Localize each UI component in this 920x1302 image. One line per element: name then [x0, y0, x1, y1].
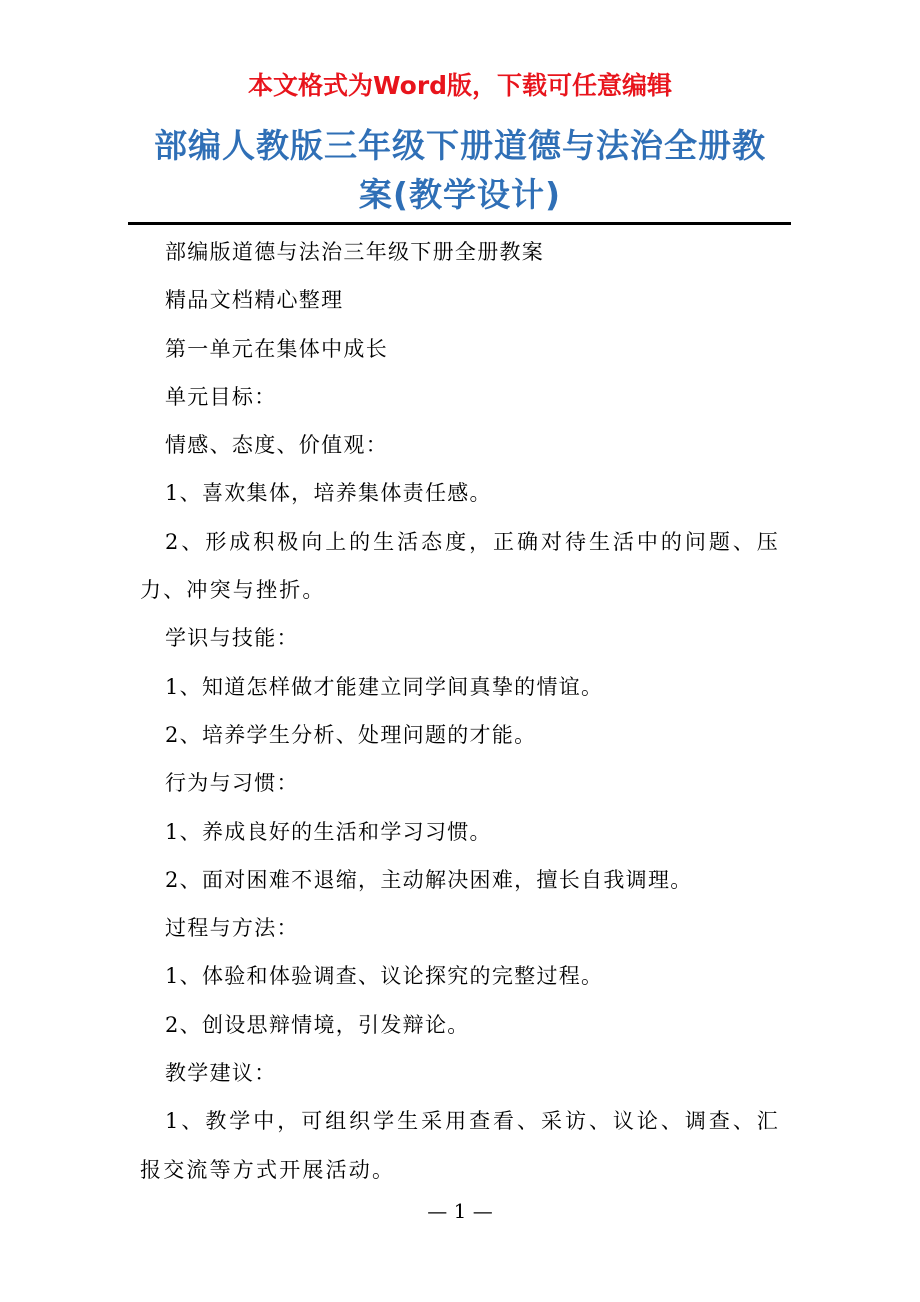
list-item: 2、面对困难不退缩，主动解决困难，擅长自我调理。: [165, 867, 693, 892]
paragraph: 行为与习惯：: [165, 771, 299, 796]
list-item: 2、形成积极向上的生活态度，正确对待生活中的问题、压力、冲突与挫折。: [140, 529, 780, 603]
list-item: 1、喜欢集体，培养集体责任感。: [165, 481, 492, 506]
document-body: [140, 228, 780, 1194]
list-item: 2、创设思辩情境，引发辩论。: [165, 1012, 470, 1037]
paragraph: 精品文档精心整理: [165, 288, 344, 313]
page-number: — 1 —: [427, 1199, 493, 1223]
paragraph: 情感、态度、价值观：: [165, 433, 388, 458]
title-divider: [128, 222, 791, 225]
paragraph: 部编版道德与法治三年级下册全册教案: [165, 240, 545, 264]
paragraph: 教学建议：: [165, 1061, 277, 1086]
paragraph: 学识与技能：: [165, 626, 299, 651]
list-item: 1、知道怎样做才能建立同学间真挚的情谊。: [165, 674, 604, 699]
list-item: 1、养成良好的生活和学习习惯。: [165, 819, 492, 844]
format-notice-banner: 本文格式为Word版，下载可任意编辑: [247, 71, 673, 100]
section-heading: 第一单元在集体中成长: [165, 336, 388, 361]
document-title: 部编人教版三年级下册道德与法治全册教案(教学设计): [154, 126, 766, 214]
list-item: 1、体验和体验调查、议论探究的完整过程。: [165, 964, 604, 989]
list-item: 2、培养学生分析、处理问题的才能。: [165, 722, 537, 747]
list-item: 1、教学中，可组织学生采用查看、采访、议论、调查、汇报交流等方式开展活动。: [140, 1109, 780, 1182]
paragraph: 单元目标：: [165, 384, 277, 409]
paragraph: 过程与方法：: [165, 916, 299, 941]
